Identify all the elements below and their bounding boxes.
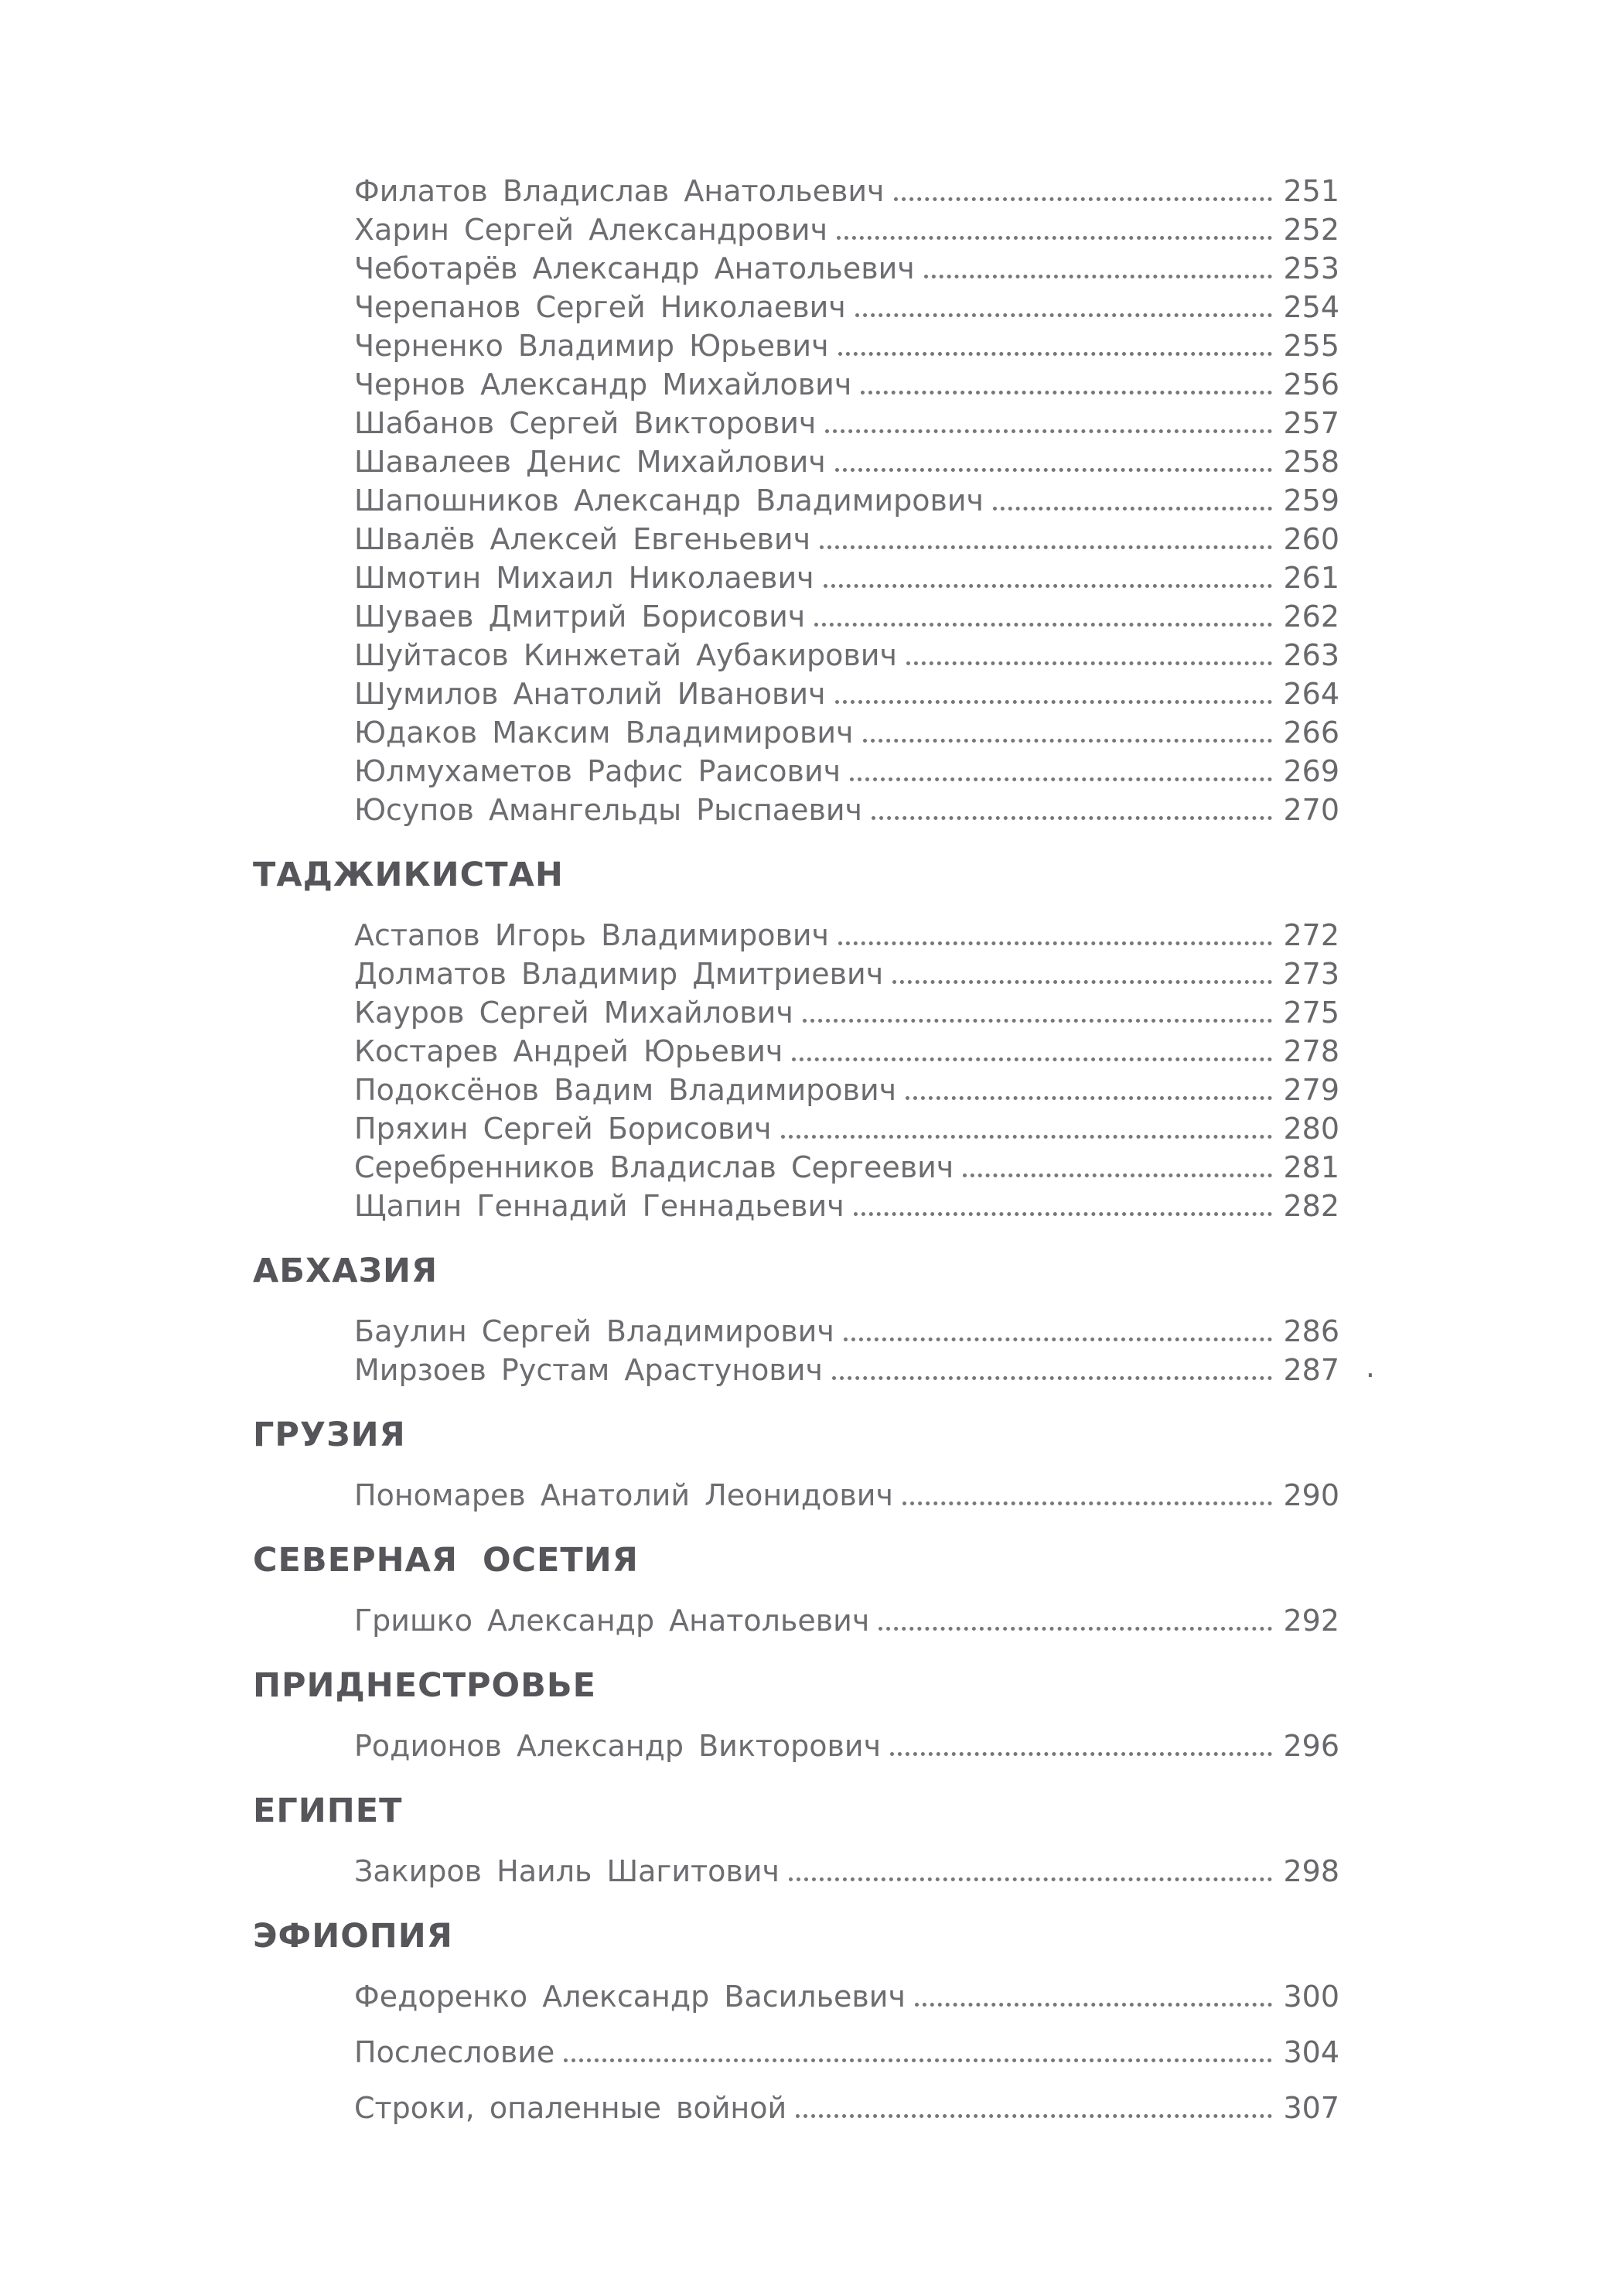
page-number: 296 bbox=[1283, 1729, 1339, 1763]
toc-entry bbox=[354, 442, 1339, 481]
toc-entry bbox=[354, 752, 1339, 791]
toc-entry bbox=[354, 326, 1339, 365]
toc-entry bbox=[354, 1727, 1339, 1765]
entry-title: Костарев Андрей Юрьевич bbox=[354, 1034, 783, 1068]
page-number: 275 bbox=[1283, 996, 1339, 1030]
dot-leader bbox=[824, 584, 1273, 588]
entry-title: Федоренко Александр Васильевич bbox=[354, 1980, 906, 2014]
entry-title: Юлмухаметов Рафис Раисович bbox=[354, 754, 841, 788]
dot-leader bbox=[915, 2003, 1273, 2007]
toc-entry bbox=[354, 713, 1339, 752]
page-number: 280 bbox=[1283, 1112, 1339, 1146]
entry-title: Послесловие bbox=[354, 2035, 555, 2069]
toc-entry bbox=[354, 481, 1339, 520]
page-number: 256 bbox=[1283, 367, 1339, 401]
dot-leader bbox=[837, 236, 1272, 240]
entry-title: Харин Сергей Александрович bbox=[354, 213, 828, 247]
entry-title: Пряхин Сергей Борисович bbox=[354, 1112, 772, 1146]
dot-leader bbox=[993, 507, 1272, 511]
dot-leader bbox=[906, 1096, 1272, 1100]
toc-entry bbox=[354, 955, 1339, 993]
entry-title: Мирзоев Рустам Арастунович bbox=[354, 1353, 823, 1387]
toc-entry bbox=[354, 1312, 1339, 1351]
toc-entry bbox=[354, 1109, 1339, 1148]
entry-title: Долматов Владимир Дмитриевич bbox=[354, 957, 884, 991]
entry-title: Щапин Геннадий Геннадьевич bbox=[354, 1189, 844, 1223]
entry-title: Чернов Александр Михайлович bbox=[354, 367, 852, 401]
page-number: 253 bbox=[1283, 251, 1339, 285]
page-number: 272 bbox=[1283, 918, 1339, 952]
page-number: 307 bbox=[1283, 2091, 1339, 2125]
dot-leader bbox=[854, 1212, 1273, 1216]
toc-entry bbox=[354, 675, 1339, 713]
page-number: 300 bbox=[1283, 1980, 1339, 2014]
dot-leader bbox=[855, 313, 1273, 317]
toc-entry bbox=[354, 597, 1339, 636]
entry-title: Шумилов Анатолий Иванович bbox=[354, 677, 826, 711]
dot-leader bbox=[890, 1752, 1272, 1756]
toc-entry bbox=[354, 1187, 1339, 1225]
toc-entry bbox=[354, 1476, 1339, 1515]
page-number: 278 bbox=[1283, 1034, 1339, 1068]
dot-leader bbox=[803, 1019, 1273, 1023]
toc-entry bbox=[354, 791, 1339, 829]
section-header: СЕВЕРНАЯ ОСЕТИЯ bbox=[253, 1541, 639, 1580]
dot-leader bbox=[781, 1135, 1273, 1139]
entry-title: Юсупов Амангельды Рыспаевич bbox=[354, 793, 863, 827]
page-number: 304 bbox=[1283, 2035, 1339, 2069]
dot-leader bbox=[863, 739, 1273, 743]
entry-title: Строки, опаленные войной bbox=[354, 2091, 787, 2125]
dot-leader bbox=[963, 1173, 1272, 1177]
page-number: 261 bbox=[1283, 561, 1339, 595]
entry-title: Гришко Александр Анатольевич bbox=[354, 1604, 870, 1638]
entry-title: Шапошников Александр Владимирович bbox=[354, 483, 984, 518]
toc bbox=[253, 172, 1375, 2127]
toc-entry bbox=[354, 1601, 1339, 1640]
entry-title: Серебренников Владислав Сергеевич bbox=[354, 1150, 954, 1184]
dot-leader bbox=[879, 1627, 1272, 1631]
entry-title: Шавалеев Денис Михайлович bbox=[354, 445, 826, 479]
dot-leader bbox=[820, 545, 1272, 549]
toc-entry bbox=[354, 520, 1339, 559]
entry-title: Родионов Александр Викторович bbox=[354, 1729, 882, 1763]
page-number: 259 bbox=[1283, 483, 1339, 518]
entry-title: Шуваев Дмитрий Борисович bbox=[354, 600, 806, 634]
dot-leader bbox=[832, 1376, 1273, 1380]
page-number: 298 bbox=[1283, 1854, 1339, 1888]
dot-leader bbox=[835, 468, 1273, 472]
entry-title: Черепанов Сергей Николаевич bbox=[354, 290, 846, 324]
entry-title: Подоксёнов Вадим Владимирович bbox=[354, 1073, 897, 1107]
entry-title: Черненко Владимир Юрьевич bbox=[354, 329, 829, 363]
dot-leader bbox=[861, 391, 1272, 395]
entry-title: Баулин Сергей Владимирович bbox=[354, 1314, 834, 1348]
toc-entry bbox=[354, 249, 1339, 288]
page-number: 266 bbox=[1283, 716, 1339, 750]
toc-entry bbox=[354, 172, 1339, 210]
page-number: 255 bbox=[1283, 329, 1339, 363]
toc-entry bbox=[354, 1852, 1339, 1891]
page-number: 251 bbox=[1283, 174, 1339, 208]
dot-leader bbox=[835, 700, 1273, 704]
section-header: ЕГИПЕТ bbox=[253, 1792, 403, 1830]
page-number: 269 bbox=[1283, 754, 1339, 788]
section-header: ЭФИОПИЯ bbox=[253, 1917, 453, 1956]
page-number: 258 bbox=[1283, 445, 1339, 479]
entry-title: Астапов Игорь Владимирович bbox=[354, 918, 830, 952]
entry-title: Шуйтасов Кинжетай Аубакирович bbox=[354, 638, 897, 672]
toc-entry bbox=[354, 210, 1339, 249]
entry-title: Пономарев Анатолий Леонидович bbox=[354, 1478, 893, 1512]
toc-entry bbox=[354, 1148, 1339, 1187]
dot-leader bbox=[825, 429, 1272, 433]
dot-leader bbox=[792, 1057, 1272, 1061]
dot-leader bbox=[894, 197, 1273, 201]
page-number: 281 bbox=[1283, 1150, 1339, 1184]
toc-entry bbox=[354, 2033, 1339, 2072]
entry-title: Филатов Владислав Анатольевич bbox=[354, 174, 885, 208]
dot-leader bbox=[564, 2058, 1272, 2062]
dot-leader bbox=[850, 777, 1272, 781]
toc-entry bbox=[354, 636, 1339, 675]
section-header: ТАДЖИКИСТАН bbox=[253, 856, 564, 894]
dot-leader bbox=[902, 1501, 1273, 1505]
entry-title: Шабанов Сергей Викторович bbox=[354, 406, 817, 440]
page-number: 252 bbox=[1283, 213, 1339, 247]
dot-leader bbox=[796, 2114, 1272, 2118]
page-number: 273 bbox=[1283, 957, 1339, 991]
page-number: 254 bbox=[1283, 290, 1339, 324]
stray-dot: . bbox=[1365, 1350, 1375, 1384]
page-number: 262 bbox=[1283, 600, 1339, 634]
entry-title: Чеботарёв Александр Анатольевич bbox=[354, 251, 915, 285]
toc-entry bbox=[354, 404, 1339, 442]
toc-entry bbox=[354, 559, 1339, 597]
page-number: 264 bbox=[1283, 677, 1339, 711]
dot-leader bbox=[789, 1877, 1272, 1881]
page-number: 279 bbox=[1283, 1073, 1339, 1107]
section-header: АБХАЗИЯ bbox=[253, 1252, 438, 1290]
page-number: 270 bbox=[1283, 793, 1339, 827]
entry-title: Юдаков Максим Владимирович bbox=[354, 716, 854, 750]
page-number: 257 bbox=[1283, 406, 1339, 440]
toc-entry bbox=[354, 288, 1339, 326]
page-number: 286 bbox=[1283, 1314, 1339, 1348]
dot-leader bbox=[872, 816, 1272, 820]
toc-entry bbox=[354, 1977, 1339, 2016]
section-header: ПРИДНЕСТРОВЬЕ bbox=[253, 1666, 597, 1705]
dot-leader bbox=[892, 980, 1272, 984]
page-number: 292 bbox=[1283, 1604, 1339, 1638]
toc-entry bbox=[354, 916, 1339, 955]
page-number: 290 bbox=[1283, 1478, 1339, 1512]
entry-title: Кауров Сергей Михайлович bbox=[354, 996, 793, 1030]
dot-leader bbox=[838, 941, 1272, 945]
dot-leader bbox=[844, 1337, 1273, 1341]
section-header: ГРУЗИЯ bbox=[253, 1416, 406, 1454]
page-number: 260 bbox=[1283, 522, 1339, 556]
dot-leader bbox=[906, 661, 1273, 665]
page-number: 282 bbox=[1283, 1189, 1339, 1223]
entry-title: Шмотин Михаил Николаевич bbox=[354, 561, 814, 595]
toc-entry bbox=[354, 1032, 1339, 1071]
entry-title: Швалёв Алексей Евгеньевич bbox=[354, 522, 811, 556]
toc-entry bbox=[354, 365, 1339, 404]
toc-entry bbox=[354, 1071, 1339, 1109]
dot-leader bbox=[838, 352, 1273, 356]
page-number: 287 bbox=[1283, 1353, 1339, 1387]
toc-entry bbox=[354, 2089, 1339, 2127]
page-number: 263 bbox=[1283, 638, 1339, 672]
entry-title: Закиров Наиль Шагитович bbox=[354, 1854, 780, 1888]
dot-leader bbox=[924, 275, 1273, 278]
dot-leader bbox=[814, 623, 1272, 627]
toc-entry bbox=[354, 1350, 1375, 1389]
toc-entry bbox=[354, 993, 1339, 1032]
